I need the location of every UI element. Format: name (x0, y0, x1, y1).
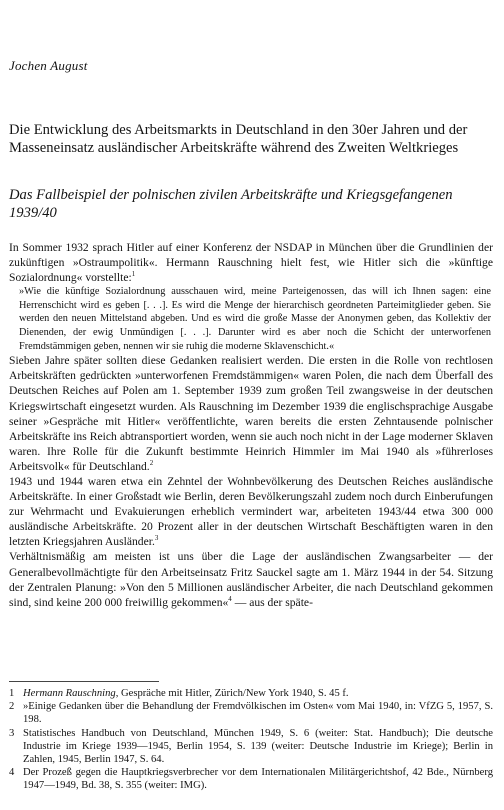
footnote-text: Statistisches Handbuch von Deutschland, München 1949, S. 6 (weiter: Stat. Handbuch); Die deutsche Industrie im Kriege 1939—1945, Berlin 1954, S. 139 (weiter: Deutsche Industrie im Kriege); Berlin in Zahlen, 1945, Berlin 1947, S. 64. (23, 727, 493, 766)
body-text (9, 240, 493, 610)
footnote (9, 700, 493, 726)
footnote-divider (9, 681, 159, 682)
footnote-ref-2: 2 (149, 459, 154, 468)
footnote-text: »Einige Gedanken über die Behandlung der Fremdvölkischen im Osten« vom Mai 1940, in: VfZG 5, 1957, S. 198. (23, 701, 493, 726)
article-title: Die Entwicklung des Arbeitsmarkts in Deutschland in den 30er Jahren und der Masseneinsatz ausländischer Arbeitskräfte während des Zweiten Weltkrieges (9, 122, 468, 156)
footnote-text: Der Prozeß gegen die Hauptkriegsverbrecher vor dem Internationalen Militärgerichtshof, 42 Bde., Nürnberg 1947—1949, Bd. 38, S. 355 (weiter: IMG). (23, 767, 493, 792)
block-quote: »Wie die künftige Sozialordnung ausschauen wird, meine Parteigenossen, das will ich Ihnen sagen: eine Herrenschicht wird es geben [. . .]. Es wird die Menge der hierarchisch geordneten Parteimitglieder geben. Sie werden den neuen Mittelstand abgeben. Und es wird die große Masse der Anonymen geben, das Kollektiv der Dienenden, der ewig Unmündigen [. . .]. Darunter wird es aber noch die Schicht der unterworfenen Fremdstämmigen geben, nennen wir sie ruhig die moderne Sklavenschicht.« (19, 286, 491, 352)
footnote-author: Hermann Rauschning (23, 688, 116, 699)
footnote-ref-4: 4 (228, 594, 232, 603)
footnote-number: 3 (9, 727, 15, 739)
footnote (9, 727, 493, 767)
footnote (9, 687, 493, 700)
paragraph-2: Sieben Jahre später sollten diese Gedanken realisiert werden. Die ersten in die Rolle von rechtlosen Arbeitskräften gedrückten »unterworfenen Fremdstämmigen« waren Polen, die nach dem Überfall des Deutschen Reiches auf Polen am 1. September 1939 zum großen Teil zwangsweise in der deutschen Kriegswirtschaft eingesetzt wurden. Als Rauschning im Dezember 1939 die englischsprachige Ausgabe seiner »Gespräche mit Hitler« veröffentlichte, waren bereits die ersten Zehntausende polnischer Arbeitskräfte ins Reich abtransportiert worden, wenn sie auch noch nicht in der Lage moderner Sklaven waren. Ihre Rolle für die Zukunft bestimmte Heinrich Himmler im Mai 1940 als »führerloses Arbeitsvolk« für Deutschland.$^2$ (9, 354, 493, 473)
article-subtitle: Das Fallbeispiel der polnischen zivilen Arbeitskräfte und Kriegsgefangenen 1939/40 (9, 187, 453, 221)
footnote-number: 1 (9, 688, 15, 699)
footnote-ref-1: 1 (131, 270, 136, 279)
footnote-ref-3: 3 (154, 534, 159, 543)
footnotes (9, 681, 493, 793)
paragraph-3: 1943 und 1944 waren etwa ein Zehntel der Wohnbevölkerung des Deutschen Reiches ausländische Arbeitskräfte. In einer Großstadt wie Berlin, deren Bevölkerungszahl zudem noch durch Einberufungen zur Wehrmacht und Evakuierungen erheblich vermindert war, arbeiteten 1943/44 etwa 300 000 ausländische Arbeitskräfte. 20 Prozent aller in der deutschen Wirtschaft Beschäftigten waren in den letzten Kriegsjahren Ausländer.$^3$ (9, 475, 493, 549)
footnote (9, 766, 493, 792)
paragraph-1: In Sommer 1932 sprach Hitler auf einer Konferenz der NSDAP in München über die Grundlinien der zukünftigen »Ostraumpolitik«. Hermann Rauschning hielt fest, wie Hitler sich die »künftige Sozialordnung« vorstellte:$^1$ (9, 241, 493, 285)
footnote-number: 4 (9, 767, 15, 779)
author-name: Jochen August (9, 58, 88, 73)
footnote-text: , Gespräche mit Hitler, Zürich/New York 1940, S. 45 f. (115, 688, 349, 699)
footnote-number: 2 (9, 701, 15, 713)
paragraph-4: Verhältnismäßig am meisten ist uns über die Lage der ausländischen Zwangsarbeiter — der Generalbevollmächtigte für den Arbeitseinsatz Fritz Sauckel sagte am 1. März 1944 in der 54. Sitzung der Zentralen Planung: »Von den 5 Millionen ausländischer Arbeiter, die nach Deutschland gekommen sind, sind keine 200 000 freiwillig gekommen«$^4$ — aus der späte- (9, 550, 493, 609)
